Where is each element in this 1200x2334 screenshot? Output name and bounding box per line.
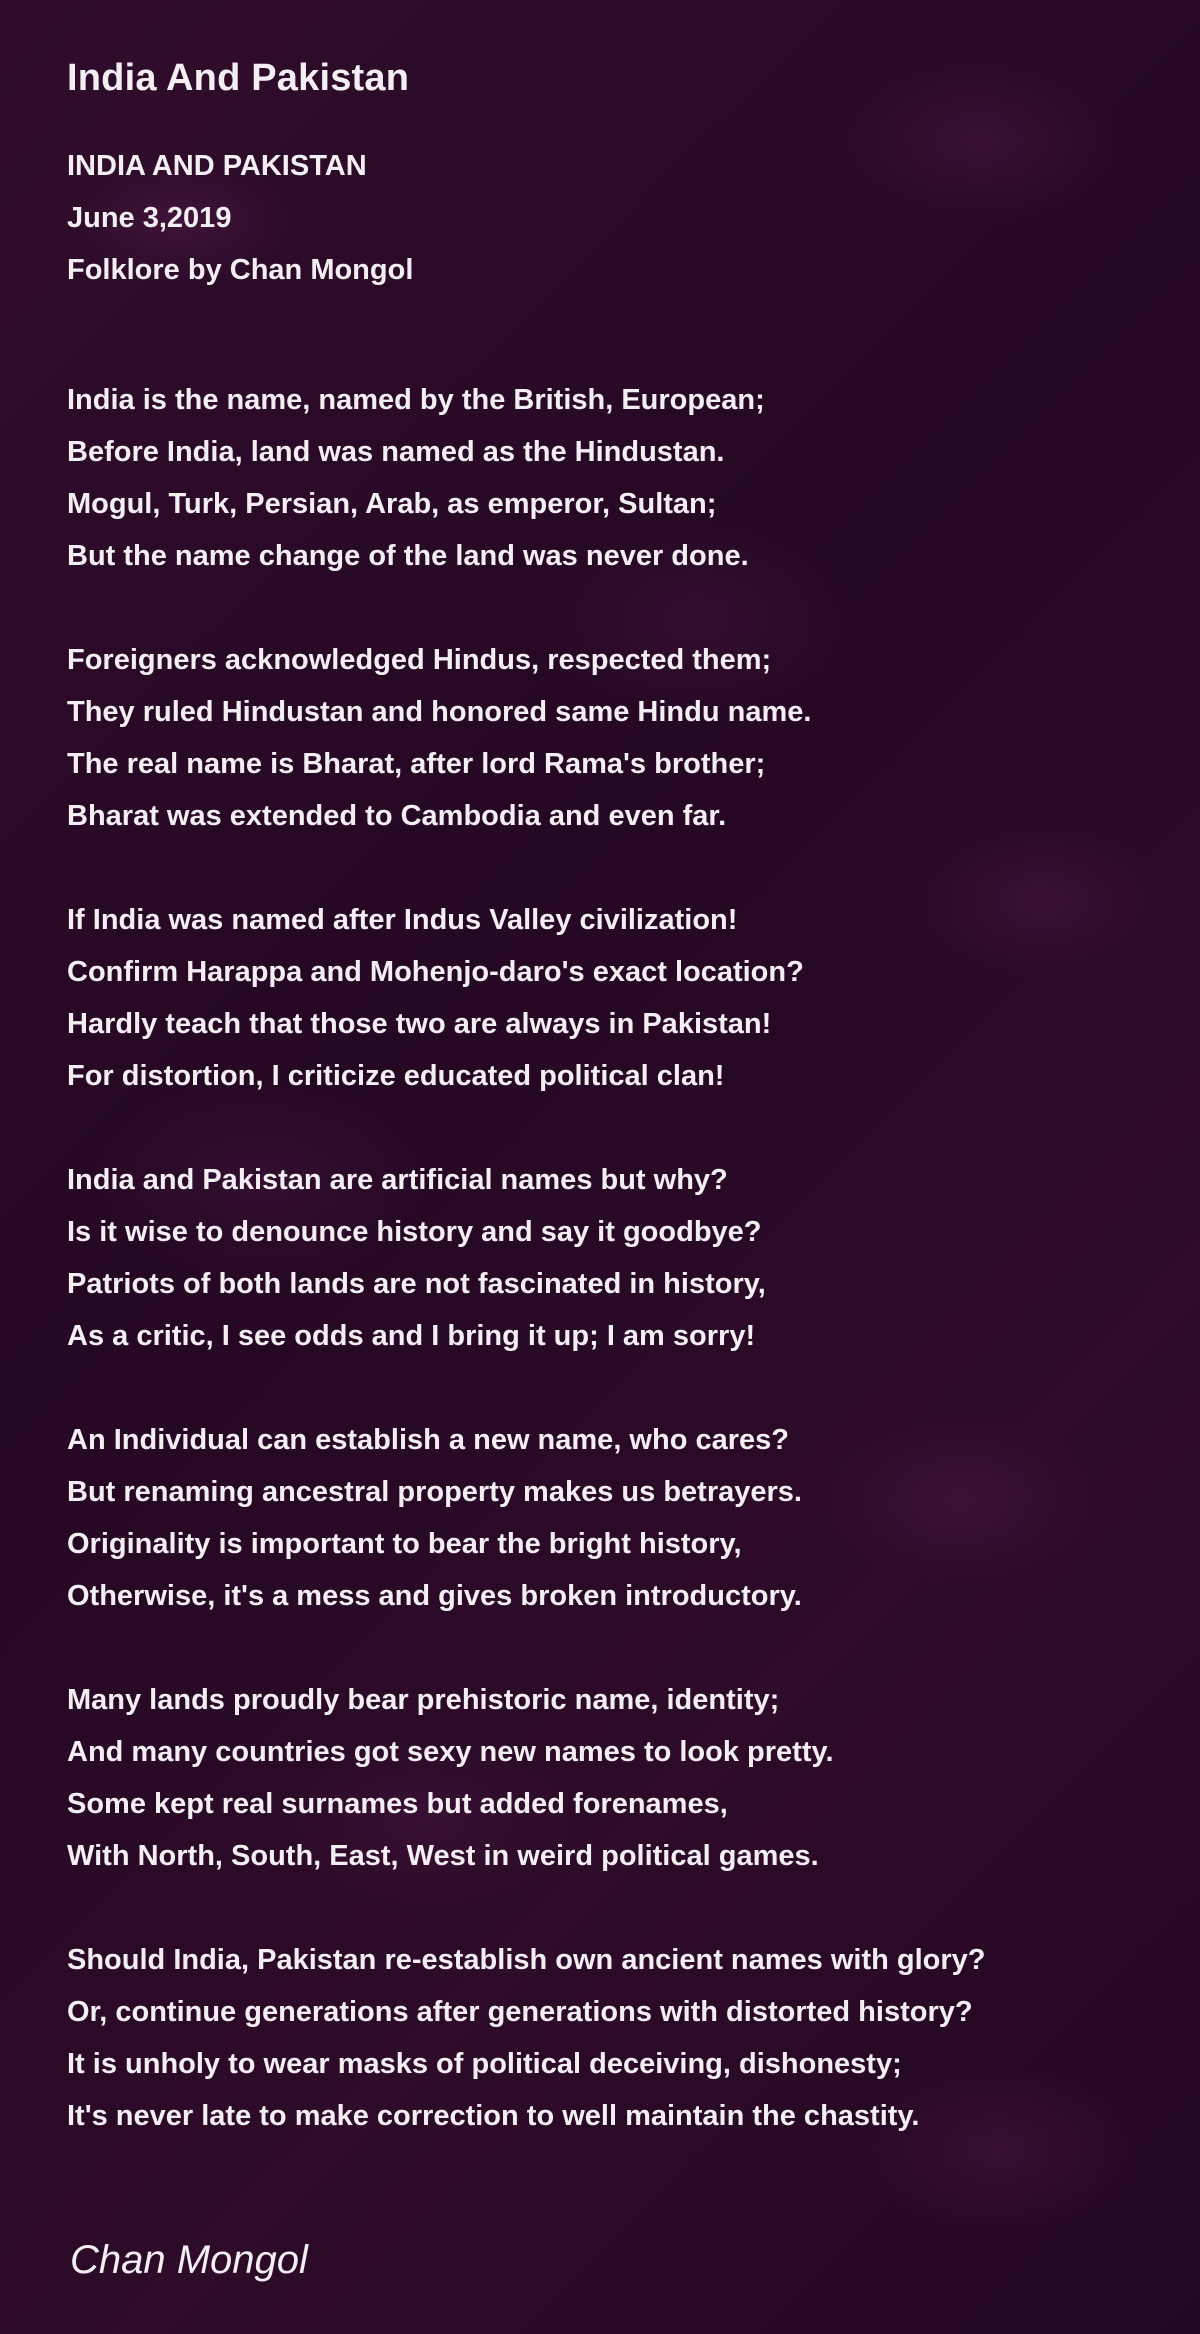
poem-line: It is unholy to wear masks of political deceiving, dishonesty; — [67, 2048, 902, 2080]
poem-line: Patriots of both lands are not fascinated in history, — [67, 1268, 766, 1300]
poem-line: The real name is Bharat, after lord Rama's brother; — [67, 748, 766, 780]
poem-line: Some kept real surnames but added forenames, — [67, 1788, 728, 1820]
poem-line: Confirm Harappa and Mohenjo-daro's exact location? — [67, 956, 804, 988]
poem-line: Hardly teach that those two are always in Pakistan! — [67, 1008, 772, 1040]
stanza — [67, 1674, 1147, 1882]
stanza — [67, 374, 1147, 582]
poem-page — [67, 48, 1147, 2194]
poem-line: If India was named after Indus Valley civilization! — [67, 904, 738, 936]
stanza — [67, 634, 1147, 842]
poem-line: Or, continue generations after generations with distorted history? — [67, 1996, 973, 2028]
poem-line: India and Pakistan are artificial names but why? — [67, 1164, 728, 1196]
poem-line: It's never late to make correction to well maintain the chastity. — [67, 2100, 920, 2132]
poem-byline: Folklore by Chan Mongol — [67, 254, 414, 286]
poem-line: Originality is important to bear the bright history, — [67, 1528, 742, 1560]
poem-body — [67, 374, 1147, 2142]
stanza — [67, 894, 1147, 1102]
poem-line: Before India, land was named as the Hindustan. — [67, 436, 725, 468]
poem-line: Bharat was extended to Cambodia and even far. — [67, 800, 727, 832]
poem-line: As a critic, I see odds and I bring it up; I am sorry! — [67, 1320, 756, 1352]
stanza — [67, 1154, 1147, 1362]
poem-line: With North, South, East, West in weird political games. — [67, 1840, 819, 1872]
poem-line: And many countries got sexy new names to look pretty. — [67, 1736, 834, 1768]
poem-line: Should India, Pakistan re-establish own ancient names with glory? — [67, 1944, 986, 1976]
poem-date: June 3,2019 — [67, 202, 232, 234]
poem-line: India is the name, named by the British, European; — [67, 384, 765, 416]
poem-line: But renaming ancestral property makes us betrayers. — [67, 1476, 802, 1508]
poem-line: For distortion, I criticize educated political clan! — [67, 1060, 725, 1092]
poem-title: India And Pakistan — [67, 57, 410, 99]
poem-line: Is it wise to denounce history and say it goodbye? — [67, 1216, 762, 1248]
poem-meta — [67, 140, 1147, 296]
poem-line: They ruled Hindustan and honored same Hindu name. — [67, 696, 812, 728]
poem-line: Foreigners acknowledged Hindus, respected them; — [67, 644, 772, 676]
poem-heading: INDIA AND PAKISTAN — [67, 150, 367, 182]
stanza — [67, 1414, 1147, 1622]
poem-line: An Individual can establish a new name, who cares? — [67, 1424, 789, 1456]
poem-line: Mogul, Turk, Persian, Arab, as emperor, Sultan; — [67, 488, 717, 520]
stanza — [67, 1934, 1147, 2142]
author-signature: Chan Mongol — [70, 2238, 308, 2282]
poem-line: Many lands proudly bear prehistoric name, identity; — [67, 1684, 780, 1716]
poem-line: But the name change of the land was never done. — [67, 540, 749, 572]
poem-line: Otherwise, it's a mess and gives broken introductory. — [67, 1580, 802, 1612]
